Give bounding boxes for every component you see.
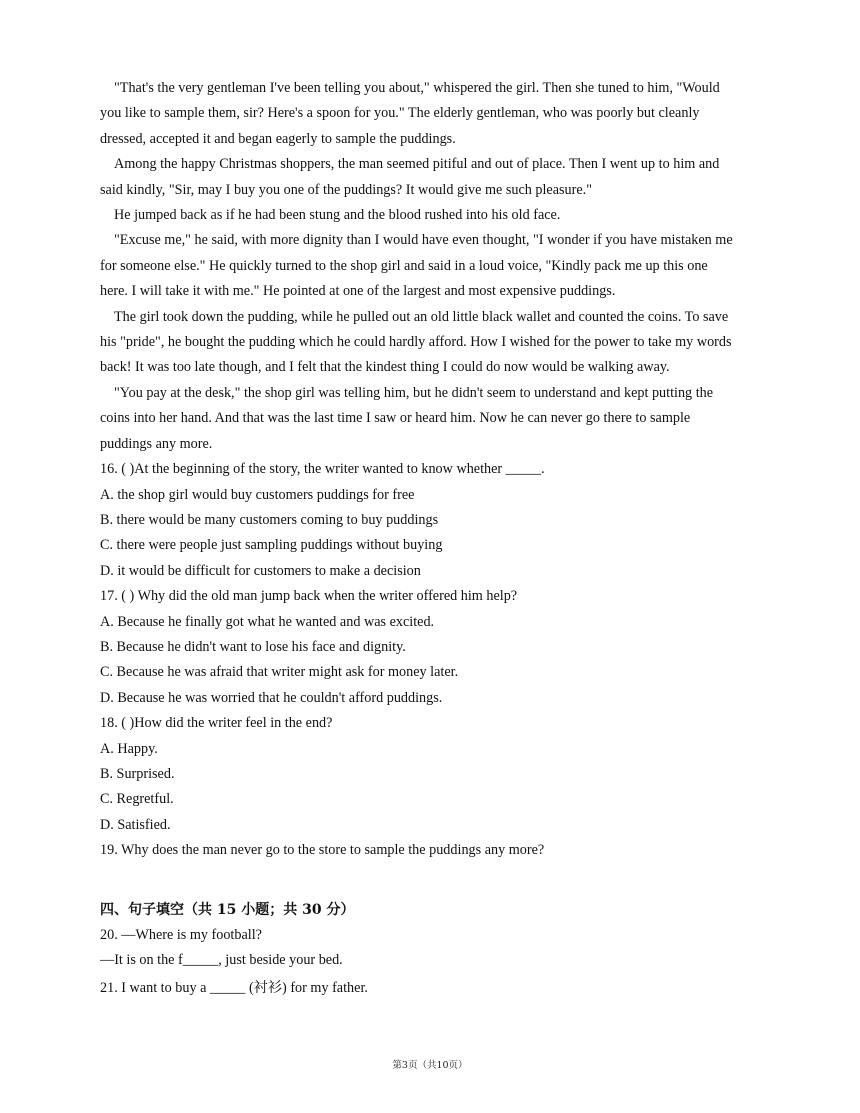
- passage-line: here. I will take it with me." He pointed at one of the largest and most expensive puddings.: [100, 283, 616, 300]
- section-title: 四、句子填空（共 15 小题；共 30 分）: [100, 901, 355, 918]
- passage-line: coins into her hand. And that was the last time I saw or heard him. Now he can never go there to sample: [100, 410, 691, 427]
- question-stem: 16. ( )At the beginning of the story, the writer wanted to know whether _____.: [100, 461, 545, 478]
- answer-option: C. Regretful.: [100, 791, 174, 808]
- question-16: [100, 457, 762, 584]
- question-19: [100, 838, 762, 863]
- answer-option: A. the shop girl would buy customers puddings for free: [100, 486, 415, 503]
- answer-option: D. it would be difficult for customers to make a decision: [100, 562, 421, 579]
- answer-option: A. Because he finally got what he wanted and was excited.: [100, 613, 435, 630]
- question-stem: 17. ( ) Why did the old man jump back when the writer offered him help?: [100, 588, 518, 605]
- answer-option: B. Surprised.: [100, 765, 175, 782]
- answer-option: C. Because he was afraid that writer might ask for money later.: [100, 664, 459, 681]
- document-page: [100, 76, 762, 1001]
- page-footer: 第3页（共10页）: [392, 1060, 468, 1071]
- passage-line: dressed, accepted it and began eagerly to sample the puddings.: [100, 130, 456, 147]
- passage-line: The girl took down the pudding, while he pulled out an old little black wallet and counted the coins. To save: [114, 308, 729, 325]
- passage-line: his "pride", he bought the pudding which he could hardly afford. How I wished for the power to take my words: [100, 334, 732, 351]
- section-4: [100, 898, 762, 1002]
- passage-line: said kindly, "Sir, may I buy you one of the puddings? It would give me such pleasure.": [100, 181, 592, 198]
- question-stem: 18. ( )How did the writer feel in the end?: [100, 715, 333, 732]
- passage-line: puddings any more.: [100, 435, 213, 452]
- passage-line: "That's the very gentleman I've been telling you about," whispered the girl. Then she tuned to him, "Would: [114, 80, 720, 96]
- passage-line: you like to sample them, sir? Here's a spoon for you." The elderly gentleman, who was poorly but cleanly: [100, 105, 700, 122]
- answer-option: C. there were people just sampling puddings without buying: [100, 537, 443, 554]
- passage-line: "You pay at the desk," the shop girl was telling him, but he didn't seem to understand and kept putting the: [114, 384, 714, 401]
- passage-line: back! It was too late though, and I felt that the kindest thing I could do now would be walking away.: [100, 359, 670, 376]
- answer-option: B. there would be many customers coming to buy puddings: [100, 511, 439, 528]
- answer-option: D. Because he was worried that he couldn't afford puddings.: [100, 689, 443, 706]
- spacer: [100, 864, 762, 898]
- question-stem: 19. Why does the man never go to the store to sample the puddings any more?: [100, 842, 545, 859]
- question-17: [100, 584, 762, 711]
- passage-line: for someone else." He quickly turned to the shop girl and said in a loud voice, "Kindly pack me up this one: [100, 257, 708, 274]
- sentence-item: 20. —Where is my football?: [100, 927, 262, 943]
- answer-option: A. Happy.: [100, 740, 158, 757]
- passage-line: "Excuse me," he said, with more dignity than I would have even thought, "I wonder if you have mistaken me: [114, 232, 733, 249]
- passage-line: Among the happy Christmas shoppers, the man seemed pitiful and out of place. Then I went up to him and: [114, 156, 720, 173]
- question-18: [100, 711, 762, 838]
- reading-passage: [100, 76, 762, 457]
- sentence-item: 21. I want to buy a _____ (衬衫) for my father.: [100, 979, 368, 996]
- answer-option: D. Satisfied.: [100, 816, 171, 833]
- sentence-item: —It is on the f_____, just beside your bed.: [100, 952, 343, 969]
- answer-option: B. Because he didn't want to lose his face and dignity.: [100, 638, 406, 655]
- passage-line: He jumped back as if he had been stung and the blood rushed into his old face.: [114, 207, 561, 224]
